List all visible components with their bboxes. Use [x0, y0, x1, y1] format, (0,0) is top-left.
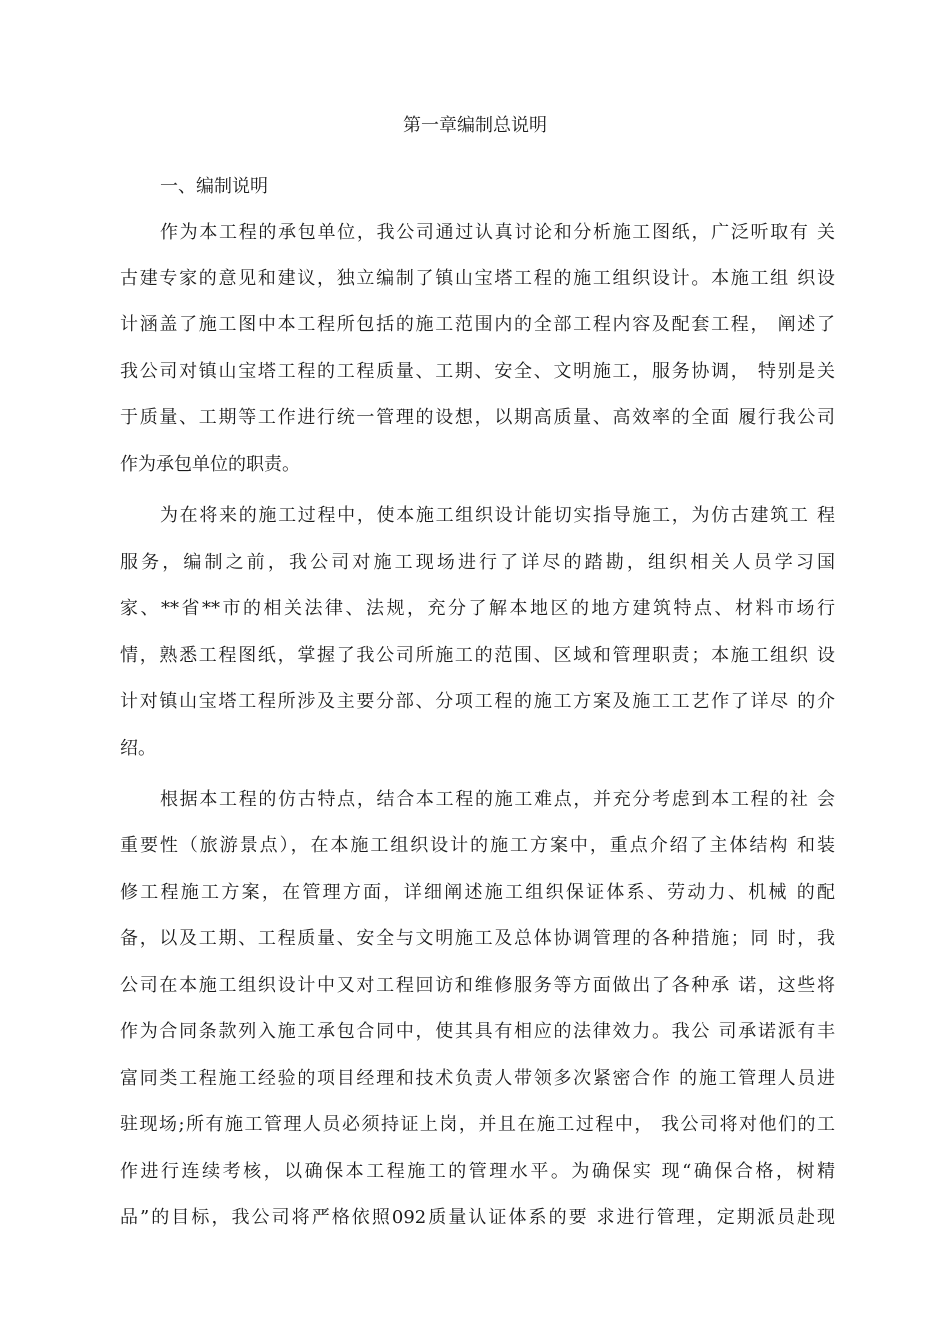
text-line: 古建专家的意见和建议，独立编制了镇山宝塔工程的施工组织设计。本施工组 织设 [120, 268, 835, 289]
text-line: 作为本工程的承包单位，我公司通过认真讨论和分析施工图纸，广泛听取有 关 [160, 222, 835, 243]
text-line: 富同类工程施工经验的项目经理和技术负责人带领多次紧密合作 的施工管理人员进 [120, 1068, 835, 1089]
text-line: 公司在本施工组织设计中又对工程回访和维修服务等方面做出了各种承 诺，这些将 [120, 975, 835, 996]
text-line: 作为承包单位的职责。 [120, 454, 300, 475]
text-line: 服务，编制之前，我公司对施工现场进行了详尽的踏勘，组织相关人员学习国 [120, 552, 835, 573]
text-line: 计涵盖了施工图中本工程所包括的施工范围内的全部工程内容及配套工程， 阐述了 [120, 314, 835, 335]
text-line: 情，熟悉工程图纸，掌握了我公司所施工的范围、区域和管理职责；本施工组织 设 [120, 645, 835, 666]
text-line: 绍。 [120, 738, 156, 759]
text-line: 修工程施工方案，在管理方面，详细阐述施工组织保证体系、劳动力、机械 的配 [120, 882, 835, 903]
text-line: 重要性（旅游景点），在本施工组织设计的施工方案中，重点介绍了主体结构 和装 [120, 835, 835, 856]
text-line: 根据本工程的仿古特点，结合本工程的施工难点，并充分考虑到本工程的社 会 [160, 789, 835, 810]
text-line: 为在将来的施工过程中，使本施工组织设计能切实指导施工，为仿古建筑工 程 [160, 505, 835, 526]
text-line: 计对镇山宝塔工程所涉及主要分部、分项工程的施工方案及施工工艺作了详尽 的介 [120, 691, 835, 712]
section-heading: 一、编制说明 [160, 176, 268, 197]
text-line: 作进行连续考核，以确保本工程施工的管理水平。为确保实 现“确保合格，树精 [120, 1161, 835, 1182]
text-line: 品”的目标，我公司将严格依照092质量认证体系的要 求进行管理，定期派员赴现 [120, 1207, 835, 1228]
text-line: 于质量、工期等工作进行统一管理的设想，以期高质量、高效率的全面 履行我公司 [120, 407, 835, 428]
text-line: 我公司对镇山宝塔工程的工程质量、工期、安全、文明施工，服务协调， 特别是关 [120, 361, 835, 382]
chapter-title: 第一章编制总说明 [403, 115, 547, 136]
text-line: 驻现场;所有施工管理人员必须持证上岗，并且在施工过程中， 我公司将对他们的工 [120, 1114, 835, 1135]
text-line: 作为合同条款列入施工承包合同中，使其具有相应的法律效力。我公 司承诺派有丰 [120, 1021, 835, 1042]
text-line: 家、**省**市的相关法律、法规，充分了解本地区的地方建筑特点、材料市场行 [120, 598, 835, 619]
text-line: 备，以及工期、工程质量、安全与文明施工及总体协调管理的各种措施；同 时，我 [120, 928, 835, 949]
